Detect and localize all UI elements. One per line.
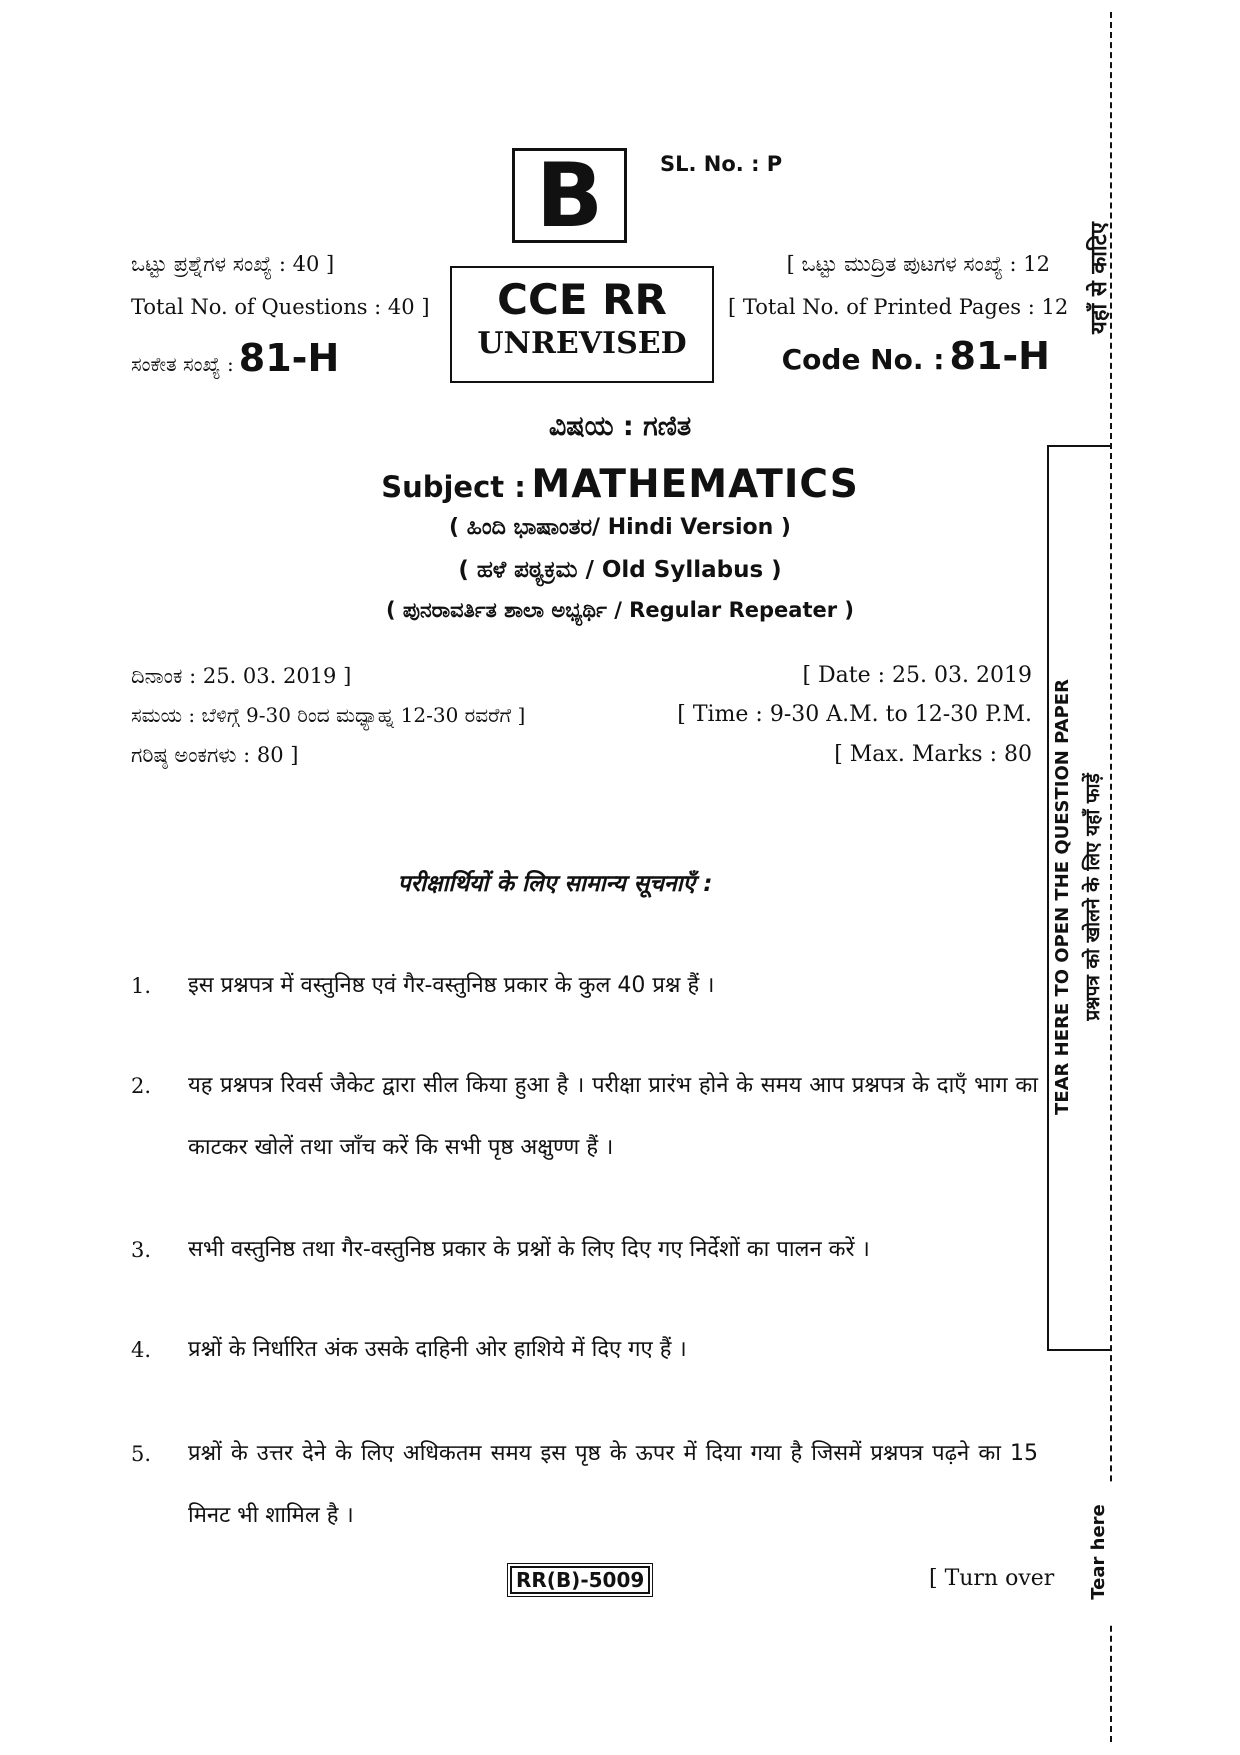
instruction-number: 3. — [131, 1238, 152, 1262]
instruction-text: यह प्रश्नपत्र रिवर्स जैकेट द्वारा सील किया हुआ है । परीक्षा प्रारंभ होने के समय आप प्रश्नपत्र के दाएँ भाग का काटकर खोलें तथा जाँच करें कि सभी पृष्ठ अक्षुण्ण हैं । — [188, 1073, 1038, 1160]
kn-subject: ವಿಷಯ : ಗಣಿತ — [548, 411, 692, 442]
kn-max-marks: ಗರಿಷ್ಠ ಅಂಕಗಳು : 80 ] — [131, 743, 299, 767]
code-label: Code No. : — [781, 343, 945, 376]
exam-date: [ Date : 25. 03. 2019 — [802, 663, 1032, 688]
subject-name: MATHEMATICS — [531, 462, 859, 507]
instruction-text: सभी वस्तुनिष्ठ तथा गैर-वस्तुनिष्ठ प्रकार के प्रश्नों के लिए दिए गए निर्देशों का पालन करें । — [188, 1237, 870, 1262]
exam-title-box — [450, 266, 714, 383]
candidate-line: ( ಪುನರಾವರ್ತಿತ ಶಾಲಾ ಅಭ್ಯರ್ಥಿ / Regular Repeater ) — [385, 598, 855, 622]
cut-here-label: यहाँ से काटिए — [1087, 222, 1112, 334]
exam-subtitle: UNREVISED — [477, 326, 687, 361]
kn-code-label: ಸಂಕೇತ ಸಂಖ್ಯೆ : — [131, 352, 234, 376]
instruction-text: प्रश्नों के निर्धारित अंक उसके दाहिनी ओर हाशिये में दिए गए हैं । — [188, 1337, 687, 1362]
tear-here-english[interactable]: TEAR HERE TO OPEN THE QUESTION PAPER — [1052, 679, 1073, 1115]
instruction-number: 4. — [131, 1338, 152, 1362]
exam-time: [ Time : 9-30 A.M. to 12-30 P.M. — [677, 702, 1032, 727]
set-letter-box — [512, 143, 627, 247]
serial-number: SL. No. : P — [660, 152, 783, 176]
instruction-text: इस प्रश्नपत्र में वस्तुनिष्ठ एवं गैर-वस्तुनिष्ठ प्रकार के कुल 40 प्रश्न हैं । — [188, 973, 715, 998]
syllabus-line: ( ಹಳೆ ಪಠ್ಯಕ್ರಮ / Old Syllabus ) — [458, 557, 782, 583]
subject-label: Subject : — [381, 470, 526, 504]
kn-time: ಸಮಯ : ಬೆಳಿಗ್ಗೆ 9-30 ರಿಂದ ಮಧ್ಯಾಹ್ನ 12-30 ರವರೆಗೆ ] — [131, 703, 526, 727]
version-line: ( ಹಿಂದಿ ಭಾಷಾಂತರ/ Hindi Version ) — [449, 515, 791, 540]
code-number — [728, 334, 1050, 378]
instruction-number: 5. — [131, 1442, 152, 1466]
total-pages: [ Total No. of Printed Pages : 12 — [728, 295, 1069, 319]
tear-here-label[interactable]: Tear here — [1085, 1482, 1113, 1622]
max-marks: [ Max. Marks : 80 — [834, 742, 1032, 767]
kn-code-number — [131, 336, 339, 380]
kn-date: ದಿನಾಂಕ : 25. 03. 2019 ] — [131, 664, 352, 688]
instruction-text: प्रश्नों के उत्तर देने के लिए अधिकतम समय इस पृष्ठ के ऊपर में दिया गया है जिसमें प्रश्नपत्र पढ़ने का 15 मिनट भी शामिल है । — [188, 1441, 1038, 1528]
instruction-number: 1. — [131, 974, 152, 998]
kn-total-questions: ಒಟ್ಟು ಪ್ರಶ್ನೆಗಳ ಸಂಖ್ಯೆ : 40 ] — [131, 252, 335, 276]
tear-here-hindi[interactable]: प्रश्नपत्र को खोलने के लिए यहाँ फाड़ें — [1082, 773, 1104, 1021]
total-questions: Total No. of Questions : 40 ] — [131, 295, 430, 319]
code-value: 81-H — [949, 334, 1050, 378]
exam-title: CCE RR — [497, 275, 667, 324]
kn-code-value: 81-H — [238, 336, 340, 380]
instruction-number: 2. — [131, 1074, 152, 1098]
turn-over: [ Turn over — [929, 1566, 1055, 1591]
paper-code: RR(B)-5009 — [510, 1566, 650, 1594]
set-letter: B — [535, 143, 604, 247]
instructions-heading: परीक्षार्थियों के लिए सामान्य सूचनाएँ : — [397, 871, 713, 897]
kn-total-pages: [ ಒಟ್ಟು ಮುದ್ರಿತ ಪುಟಗಳ ಸಂಖ್ಯೆ : 12 — [786, 252, 1050, 276]
